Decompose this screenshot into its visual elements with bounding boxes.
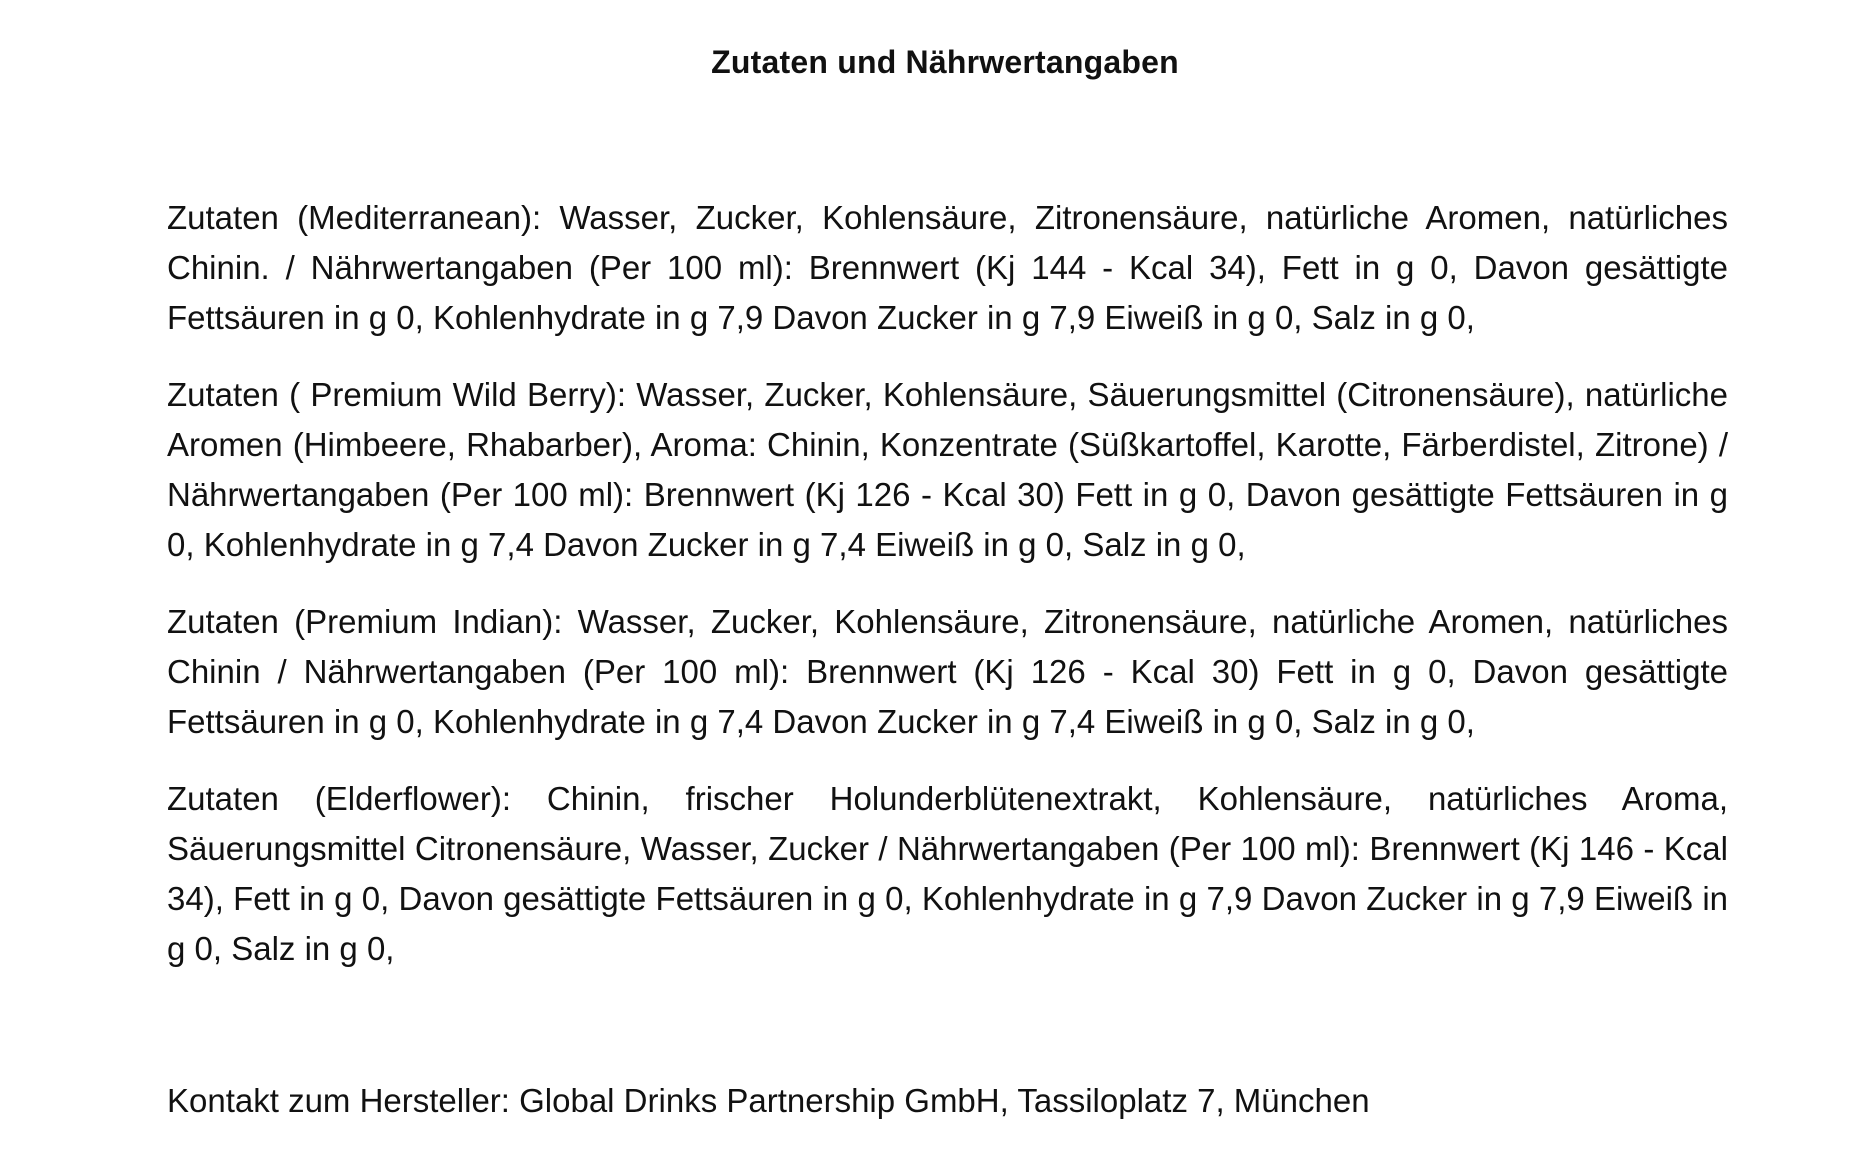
document-title: Zutaten und Nährwertangaben bbox=[711, 44, 1179, 80]
ingredients-wild-berry-paragraph: Zutaten ( Premium Wild Berry): Wasser, Zucker, Kohlensäure, Säuerungsmittel (Citronensäure), natürliche Aromen (Himbeere, Rhabarber), Aroma: Chinin, Konzentrate (Süßkartoffel, Karotte, Färberdistel, Zitrone) / Nährwertangaben (Per 100 ml): Brennwert (Kj 126 - Kcal 30) Fett in g 0, Davon gesättigte Fettsäuren in g 0, Kohlenhydrate in g 7,4 Davon Zucker in g 7,4 Eiweiß in g 0, Salz in g 0, bbox=[167, 376, 1728, 563]
manufacturer-contact: Kontakt zum Hersteller: Global Drinks Partnership GmbH, Tassiloplatz 7, München bbox=[167, 1082, 1370, 1119]
ingredients-indian-paragraph: Zutaten (Premium Indian): Wasser, Zucker, Kohlensäure, Zitronensäure, natürliche Aromen, natürliches Chinin / Nährwertangaben (Per 100 ml): Brennwert (Kj 126 - Kcal 30) Fett in g 0, Davon gesättigte Fettsäuren in g 0, Kohlenhydrate in g 7,4 Davon Zucker in g 7,4 Eiweiß in g 0, Salz in g 0, bbox=[167, 603, 1728, 740]
ingredients-mediterranean-paragraph: Zutaten (Mediterranean): Wasser, Zucker, Kohlensäure, Zitronensäure, natürliche Aromen, natürliches Chinin. / Nährwertangaben (Per 100 ml): Brennwert (Kj 144 - Kcal 34), Fett in g 0, Davon gesättigte Fettsäuren in g 0, Kohlenhydrate in g 7,9 Davon Zucker in g 7,9 Eiweiß in g 0, Salz in g 0, bbox=[167, 199, 1728, 336]
ingredients-elderflower-paragraph: Zutaten (Elderflower): Chinin, frischer Holunderblütenextrakt, Kohlensäure, natürliches Aroma, Säuerungsmittel Citronensäure, Wasser, Zucker / Nährwertangaben (Per 100 ml): Brennwert (Kj 146 - Kcal 34), Fett in g 0, Davon gesättigte Fettsäuren in g 0, Kohlenhydrate in g 7,9 Davon Zucker in g 7,9 Eiweiß in g 0, Salz in g 0, bbox=[167, 780, 1728, 967]
